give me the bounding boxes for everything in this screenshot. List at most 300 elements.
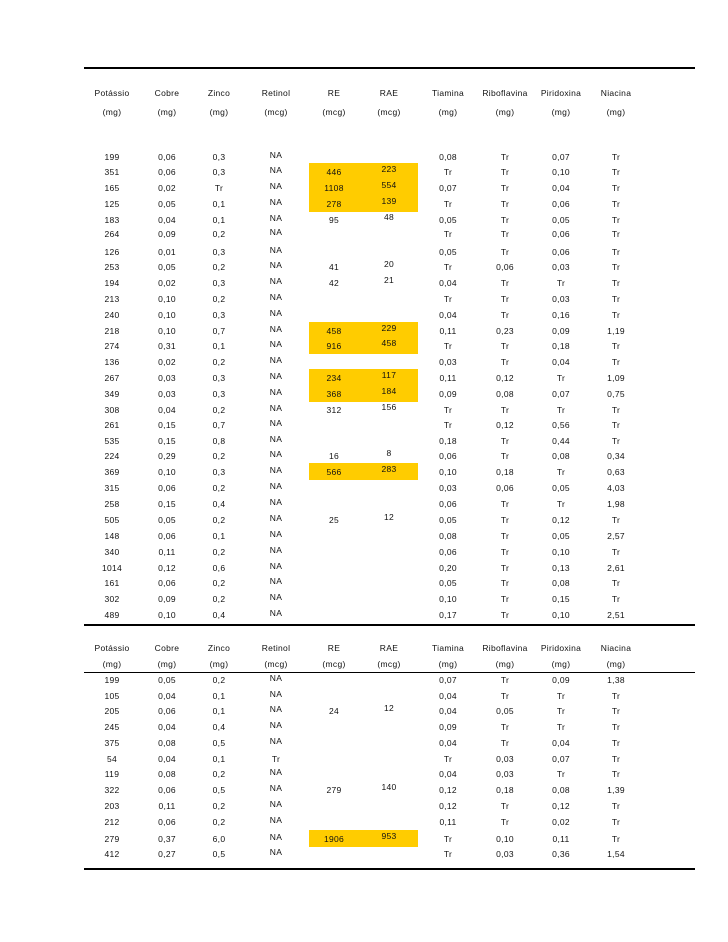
cell-re: 312 [326, 405, 342, 415]
table1-top-rule [84, 67, 695, 69]
cell-piridoxina: Tr [556, 706, 566, 716]
cell-retinol: NA [269, 165, 283, 175]
cell-riboflavina: Tr [500, 578, 510, 588]
cell-riboflavina: 0,18 [496, 467, 514, 477]
cell-tiamina: 0,10 [439, 594, 457, 604]
cell-tiamina: 0,06 [439, 499, 457, 509]
cell-zinco: 0,1 [212, 215, 226, 225]
cell-riboflavina: 0,10 [496, 834, 514, 844]
cell-piridoxina: 0,06 [552, 199, 570, 209]
cell-niacina: 2,57 [607, 531, 625, 541]
cell-niacina: Tr [611, 801, 621, 811]
cell-zinco: 0,2 [212, 675, 226, 685]
cell-piridoxina: 0,03 [552, 294, 570, 304]
cell-potassio: 315 [104, 483, 120, 493]
cell-niacina: Tr [611, 817, 621, 827]
cell-niacina: Tr [611, 754, 621, 764]
cell-tiamina: Tr [443, 229, 453, 239]
header-niacina: Niacina [600, 643, 632, 653]
cell-cobre: 0,37 [158, 834, 176, 844]
cell-piridoxina: 0,05 [552, 483, 570, 493]
cell-niacina: Tr [611, 691, 621, 701]
unit-piridoxina: (mg) [551, 659, 571, 669]
cell-retinol: NA [269, 704, 283, 714]
header-piridoxina: Piridoxina [540, 643, 582, 653]
cell-cobre: 0,04 [158, 405, 176, 415]
cell-potassio: 136 [104, 357, 120, 367]
cell-riboflavina: 0,03 [496, 849, 514, 859]
cell-riboflavina: Tr [500, 341, 510, 351]
cell-zinco: 0,2 [212, 594, 226, 604]
header-retinol: Retinol [261, 643, 291, 653]
cell-retinol: NA [269, 465, 283, 475]
cell-piridoxina: 0,10 [552, 610, 570, 620]
cell-riboflavina: Tr [500, 294, 510, 304]
cell-zinco: 0,7 [212, 326, 226, 336]
cell-piridoxina: 0,04 [552, 357, 570, 367]
cell-tiamina: 0,09 [439, 722, 457, 732]
cell-retinol: NA [269, 832, 283, 842]
cell-piridoxina: 0,07 [552, 389, 570, 399]
cell-retinol: NA [269, 561, 283, 571]
cell-potassio: 125 [104, 199, 120, 209]
cell-niacina: Tr [611, 357, 621, 367]
unit-re: (mcg) [322, 107, 346, 117]
cell-zinco: 0,2 [212, 547, 226, 557]
cell-riboflavina: Tr [500, 357, 510, 367]
cell-riboflavina: 0,03 [496, 754, 514, 764]
cell-cobre: 0,05 [158, 515, 176, 525]
cell-piridoxina: Tr [556, 769, 566, 779]
cell-re: 278 [326, 199, 342, 209]
cell-retinol: NA [269, 608, 283, 618]
unit-potassio: (mg) [102, 659, 122, 669]
cell-potassio: 264 [104, 229, 120, 239]
header-rae: RAE [379, 88, 399, 98]
cell-riboflavina: 0,12 [496, 420, 514, 430]
cell-riboflavina: Tr [500, 215, 510, 225]
cell-zinco: 0,1 [212, 754, 226, 764]
cell-re: 234 [326, 373, 342, 383]
cell-riboflavina: Tr [500, 691, 510, 701]
cell-piridoxina: 0,08 [552, 451, 570, 461]
unit-tiamina: (mg) [438, 659, 458, 669]
cell-retinol: NA [269, 227, 283, 237]
cell-niacina: Tr [611, 215, 621, 225]
cell-cobre: 0,08 [158, 738, 176, 748]
cell-potassio: 351 [104, 167, 120, 177]
cell-piridoxina: Tr [556, 467, 566, 477]
cell-tiamina: 0,04 [439, 738, 457, 748]
cell-retinol: NA [269, 847, 283, 857]
cell-potassio: 224 [104, 451, 120, 461]
cell-potassio: 322 [104, 785, 120, 795]
unit-niacina: (mg) [606, 107, 626, 117]
cell-piridoxina: 0,07 [552, 754, 570, 764]
cell-zinco: 0,3 [212, 167, 226, 177]
cell-piridoxina: Tr [556, 405, 566, 415]
cell-zinco: 6,0 [212, 834, 226, 844]
cell-tiamina: Tr [443, 754, 453, 764]
cell-zinco: 0,1 [212, 531, 226, 541]
cell-piridoxina: 0,04 [552, 738, 570, 748]
cell-re: 1906 [323, 834, 345, 844]
cell-riboflavina: Tr [500, 801, 510, 811]
cell-piridoxina: 0,08 [552, 785, 570, 795]
cell-niacina: Tr [611, 706, 621, 716]
cell-riboflavina: Tr [500, 183, 510, 193]
cell-cobre: 0,01 [158, 247, 176, 257]
cell-riboflavina: Tr [500, 405, 510, 415]
cell-niacina: Tr [611, 547, 621, 557]
cell-zinco: 0,3 [212, 389, 226, 399]
cell-rae: 117 [381, 370, 397, 380]
cell-tiamina: 0,11 [439, 817, 457, 827]
cell-cobre: 0,06 [158, 706, 176, 716]
cell-retinol: NA [269, 197, 283, 207]
unit-niacina: (mg) [606, 659, 626, 669]
cell-piridoxina: 0,56 [552, 420, 570, 430]
cell-piridoxina: 0,03 [552, 262, 570, 272]
cell-piridoxina: Tr [556, 278, 566, 288]
cell-riboflavina: 0,18 [496, 785, 514, 795]
cell-re: 24 [328, 706, 340, 716]
cell-tiamina: 0,04 [439, 310, 457, 320]
cell-potassio: 199 [104, 152, 120, 162]
cell-piridoxina: 0,15 [552, 594, 570, 604]
cell-retinol: NA [269, 434, 283, 444]
cell-piridoxina: 0,13 [552, 563, 570, 573]
cell-potassio: 245 [104, 722, 120, 732]
cell-retinol: NA [269, 403, 283, 413]
cell-tiamina: Tr [443, 405, 453, 415]
cell-tiamina: Tr [443, 262, 453, 272]
cell-piridoxina: 0,05 [552, 215, 570, 225]
cell-zinco: 0,3 [212, 373, 226, 383]
cell-zinco: 0,3 [212, 247, 226, 257]
cell-re: 42 [328, 278, 340, 288]
cell-zinco: 0,4 [212, 499, 226, 509]
cell-piridoxina: Tr [556, 691, 566, 701]
cell-piridoxina: Tr [556, 722, 566, 732]
cell-retinol: NA [269, 799, 283, 809]
cell-rae: 554 [381, 180, 397, 190]
header-retinol: Retinol [261, 88, 291, 98]
cell-zinco: 0,2 [212, 294, 226, 304]
cell-niacina: Tr [611, 834, 621, 844]
cell-zinco: 0,7 [212, 420, 226, 430]
cell-zinco: 0,1 [212, 691, 226, 701]
cell-cobre: 0,02 [158, 357, 176, 367]
highlight-band [309, 163, 418, 180]
cell-zinco: 0,5 [212, 785, 226, 795]
header-re: RE [327, 643, 341, 653]
cell-zinco: 0,2 [212, 817, 226, 827]
cell-riboflavina: 0,06 [496, 262, 514, 272]
cell-retinol: Tr [271, 754, 281, 764]
cell-retinol: NA [269, 513, 283, 523]
cell-riboflavina: 0,03 [496, 769, 514, 779]
cell-riboflavina: Tr [500, 610, 510, 620]
cell-retinol: NA [269, 245, 283, 255]
header-potassio: Potássio [94, 88, 130, 98]
cell-niacina: Tr [611, 578, 621, 588]
cell-retinol: NA [269, 497, 283, 507]
cell-zinco: 0,2 [212, 405, 226, 415]
cell-zinco: 0,3 [212, 152, 226, 162]
cell-zinco: 0,2 [212, 229, 226, 239]
cell-cobre: 0,10 [158, 610, 176, 620]
cell-piridoxina: 0,06 [552, 229, 570, 239]
table2-bottom-rule [84, 868, 695, 870]
cell-cobre: 0,15 [158, 420, 176, 430]
cell-rae: 12 [383, 512, 395, 522]
cell-re: 446 [326, 167, 342, 177]
cell-niacina: 0,75 [607, 389, 625, 399]
cell-niacina: Tr [611, 341, 621, 351]
cell-rae: 21 [383, 275, 395, 285]
cell-potassio: 218 [104, 326, 120, 336]
cell-potassio: 161 [104, 578, 120, 588]
cell-piridoxina: 0,09 [552, 326, 570, 336]
cell-riboflavina: Tr [500, 594, 510, 604]
cell-cobre: 0,10 [158, 294, 176, 304]
cell-cobre: 0,02 [158, 278, 176, 288]
cell-tiamina: 0,20 [439, 563, 457, 573]
cell-piridoxina: 0,05 [552, 531, 570, 541]
cell-rae: 184 [381, 386, 397, 396]
cell-re: 16 [328, 451, 340, 461]
header-niacina: Niacina [600, 88, 632, 98]
cell-tiamina: 0,05 [439, 215, 457, 225]
cell-riboflavina: Tr [500, 229, 510, 239]
cell-niacina: 1,09 [607, 373, 625, 383]
cell-niacina: Tr [611, 769, 621, 779]
highlight-band [309, 385, 418, 402]
cell-niacina: 2,61 [607, 563, 625, 573]
cell-zinco: 0,4 [212, 610, 226, 620]
cell-retinol: NA [269, 815, 283, 825]
cell-retinol: NA [269, 387, 283, 397]
header-zinco: Zinco [207, 643, 231, 653]
cell-cobre: 0,08 [158, 769, 176, 779]
cell-niacina: Tr [611, 515, 621, 525]
cell-zinco: 0,3 [212, 278, 226, 288]
cell-piridoxina: 0,09 [552, 675, 570, 685]
cell-zinco: 0,1 [212, 706, 226, 716]
cell-piridoxina: 0,10 [552, 547, 570, 557]
cell-riboflavina: Tr [500, 547, 510, 557]
cell-zinco: 0,2 [212, 483, 226, 493]
unit-re: (mcg) [322, 659, 346, 669]
cell-tiamina: 0,11 [439, 373, 457, 383]
cell-cobre: 0,04 [158, 215, 176, 225]
cell-potassio: 261 [104, 420, 120, 430]
cell-retinol: NA [269, 339, 283, 349]
cell-riboflavina: Tr [500, 675, 510, 685]
cell-riboflavina: Tr [500, 499, 510, 509]
cell-potassio: 54 [106, 754, 118, 764]
cell-retinol: NA [269, 767, 283, 777]
cell-retinol: NA [269, 371, 283, 381]
cell-cobre: 0,12 [158, 563, 176, 573]
cell-niacina: Tr [611, 420, 621, 430]
cell-tiamina: Tr [443, 199, 453, 209]
cell-retinol: NA [269, 276, 283, 286]
cell-cobre: 0,27 [158, 849, 176, 859]
cell-zinco: 0,1 [212, 199, 226, 209]
cell-riboflavina: 0,05 [496, 706, 514, 716]
cell-potassio: 302 [104, 594, 120, 604]
cell-rae: 140 [381, 782, 397, 792]
cell-piridoxina: 0,07 [552, 152, 570, 162]
header-tiamina: Tiamina [431, 88, 465, 98]
cell-retinol: NA [269, 292, 283, 302]
cell-re: 95 [328, 215, 340, 225]
cell-retinol: NA [269, 260, 283, 270]
cell-tiamina: Tr [443, 167, 453, 177]
cell-potassio: 340 [104, 547, 120, 557]
unit-cobre: (mg) [157, 659, 177, 669]
cell-cobre: 0,04 [158, 722, 176, 732]
cell-rae: 12 [383, 703, 395, 713]
cell-retinol: NA [269, 418, 283, 428]
cell-niacina: Tr [611, 278, 621, 288]
cell-retinol: NA [269, 481, 283, 491]
cell-cobre: 0,05 [158, 262, 176, 272]
highlight-band [309, 369, 418, 386]
cell-retinol: NA [269, 324, 283, 334]
cell-tiamina: 0,18 [439, 436, 457, 446]
header-zinco: Zinco [207, 88, 231, 98]
cell-tiamina: 0,12 [439, 785, 457, 795]
cell-re: 916 [326, 341, 342, 351]
cell-zinco: Tr [214, 183, 224, 193]
cell-rae: 20 [383, 259, 395, 269]
cell-retinol: NA [269, 783, 283, 793]
cell-riboflavina: Tr [500, 563, 510, 573]
cell-zinco: 0,2 [212, 357, 226, 367]
cell-cobre: 0,15 [158, 499, 176, 509]
cell-riboflavina: Tr [500, 436, 510, 446]
cell-potassio: 212 [104, 817, 120, 827]
header-riboflavina: Riboflavina [482, 88, 528, 98]
cell-tiamina: 0,04 [439, 769, 457, 779]
header-riboflavina: Riboflavina [482, 643, 528, 653]
cell-re: 25 [328, 515, 340, 525]
cell-potassio: 240 [104, 310, 120, 320]
cell-tiamina: 0,12 [439, 801, 457, 811]
table2-header-rule [84, 672, 695, 673]
cell-cobre: 0,31 [158, 341, 176, 351]
cell-potassio: 199 [104, 675, 120, 685]
cell-niacina: Tr [611, 167, 621, 177]
highlight-band [309, 337, 418, 354]
cell-rae: 458 [381, 338, 397, 348]
cell-potassio: 183 [104, 215, 120, 225]
cell-zinco: 0,2 [212, 451, 226, 461]
cell-tiamina: 0,07 [439, 183, 457, 193]
cell-potassio: 126 [104, 247, 120, 257]
cell-zinco: 0,5 [212, 849, 226, 859]
cell-rae: 8 [386, 448, 392, 458]
cell-tiamina: 0,05 [439, 578, 457, 588]
cell-potassio: 412 [104, 849, 120, 859]
cell-cobre: 0,10 [158, 467, 176, 477]
cell-cobre: 0,06 [158, 578, 176, 588]
cell-piridoxina: 0,18 [552, 341, 570, 351]
cell-cobre: 0,06 [158, 167, 176, 177]
cell-cobre: 0,15 [158, 436, 176, 446]
cell-retinol: NA [269, 308, 283, 318]
cell-potassio: 489 [104, 610, 120, 620]
cell-rae: 283 [381, 464, 397, 474]
cell-riboflavina: Tr [500, 738, 510, 748]
cell-tiamina: 0,05 [439, 515, 457, 525]
cell-retinol: NA [269, 689, 283, 699]
unit-rae: (mcg) [377, 107, 401, 117]
cell-tiamina: 0,09 [439, 389, 457, 399]
cell-tiamina: 0,06 [439, 547, 457, 557]
cell-tiamina: 0,06 [439, 451, 457, 461]
cell-potassio: 505 [104, 515, 120, 525]
cell-piridoxina: 0,10 [552, 167, 570, 177]
cell-cobre: 0,10 [158, 310, 176, 320]
cell-riboflavina: 0,08 [496, 389, 514, 399]
cell-potassio: 165 [104, 183, 120, 193]
cell-niacina: 1,98 [607, 499, 625, 509]
cell-cobre: 0,06 [158, 817, 176, 827]
cell-tiamina: 0,11 [439, 326, 457, 336]
cell-retinol: NA [269, 673, 283, 683]
cell-cobre: 0,11 [158, 801, 176, 811]
cell-rae: 48 [383, 212, 395, 222]
cell-cobre: 0,06 [158, 483, 176, 493]
cell-potassio: 279 [104, 834, 120, 844]
cell-cobre: 0,04 [158, 691, 176, 701]
cell-cobre: 0,02 [158, 183, 176, 193]
cell-riboflavina: Tr [500, 199, 510, 209]
cell-zinco: 0,2 [212, 515, 226, 525]
cell-cobre: 0,11 [158, 547, 176, 557]
cell-retinol: NA [269, 576, 283, 586]
unit-zinco: (mg) [209, 107, 229, 117]
cell-zinco: 0,3 [212, 467, 226, 477]
cell-riboflavina: Tr [500, 167, 510, 177]
cell-niacina: Tr [611, 594, 621, 604]
cell-niacina: Tr [611, 405, 621, 415]
unit-rae: (mcg) [377, 659, 401, 669]
cell-tiamina: 0,04 [439, 278, 457, 288]
cell-riboflavina: Tr [500, 152, 510, 162]
cell-tiamina: 0,10 [439, 467, 457, 477]
cell-potassio: 205 [104, 706, 120, 716]
header-re: RE [327, 88, 341, 98]
cell-niacina: Tr [611, 152, 621, 162]
cell-niacina: Tr [611, 247, 621, 257]
cell-potassio: 1014 [101, 563, 123, 573]
cell-zinco: 0,1 [212, 341, 226, 351]
header-potassio: Potássio [94, 643, 130, 653]
cell-niacina: Tr [611, 199, 621, 209]
cell-cobre: 0,05 [158, 675, 176, 685]
header-tiamina: Tiamina [431, 643, 465, 653]
cell-cobre: 0,09 [158, 229, 176, 239]
cell-re: 41 [328, 262, 340, 272]
cell-retinol: NA [269, 213, 283, 223]
cell-riboflavina: Tr [500, 278, 510, 288]
cell-niacina: 1,38 [607, 675, 625, 685]
